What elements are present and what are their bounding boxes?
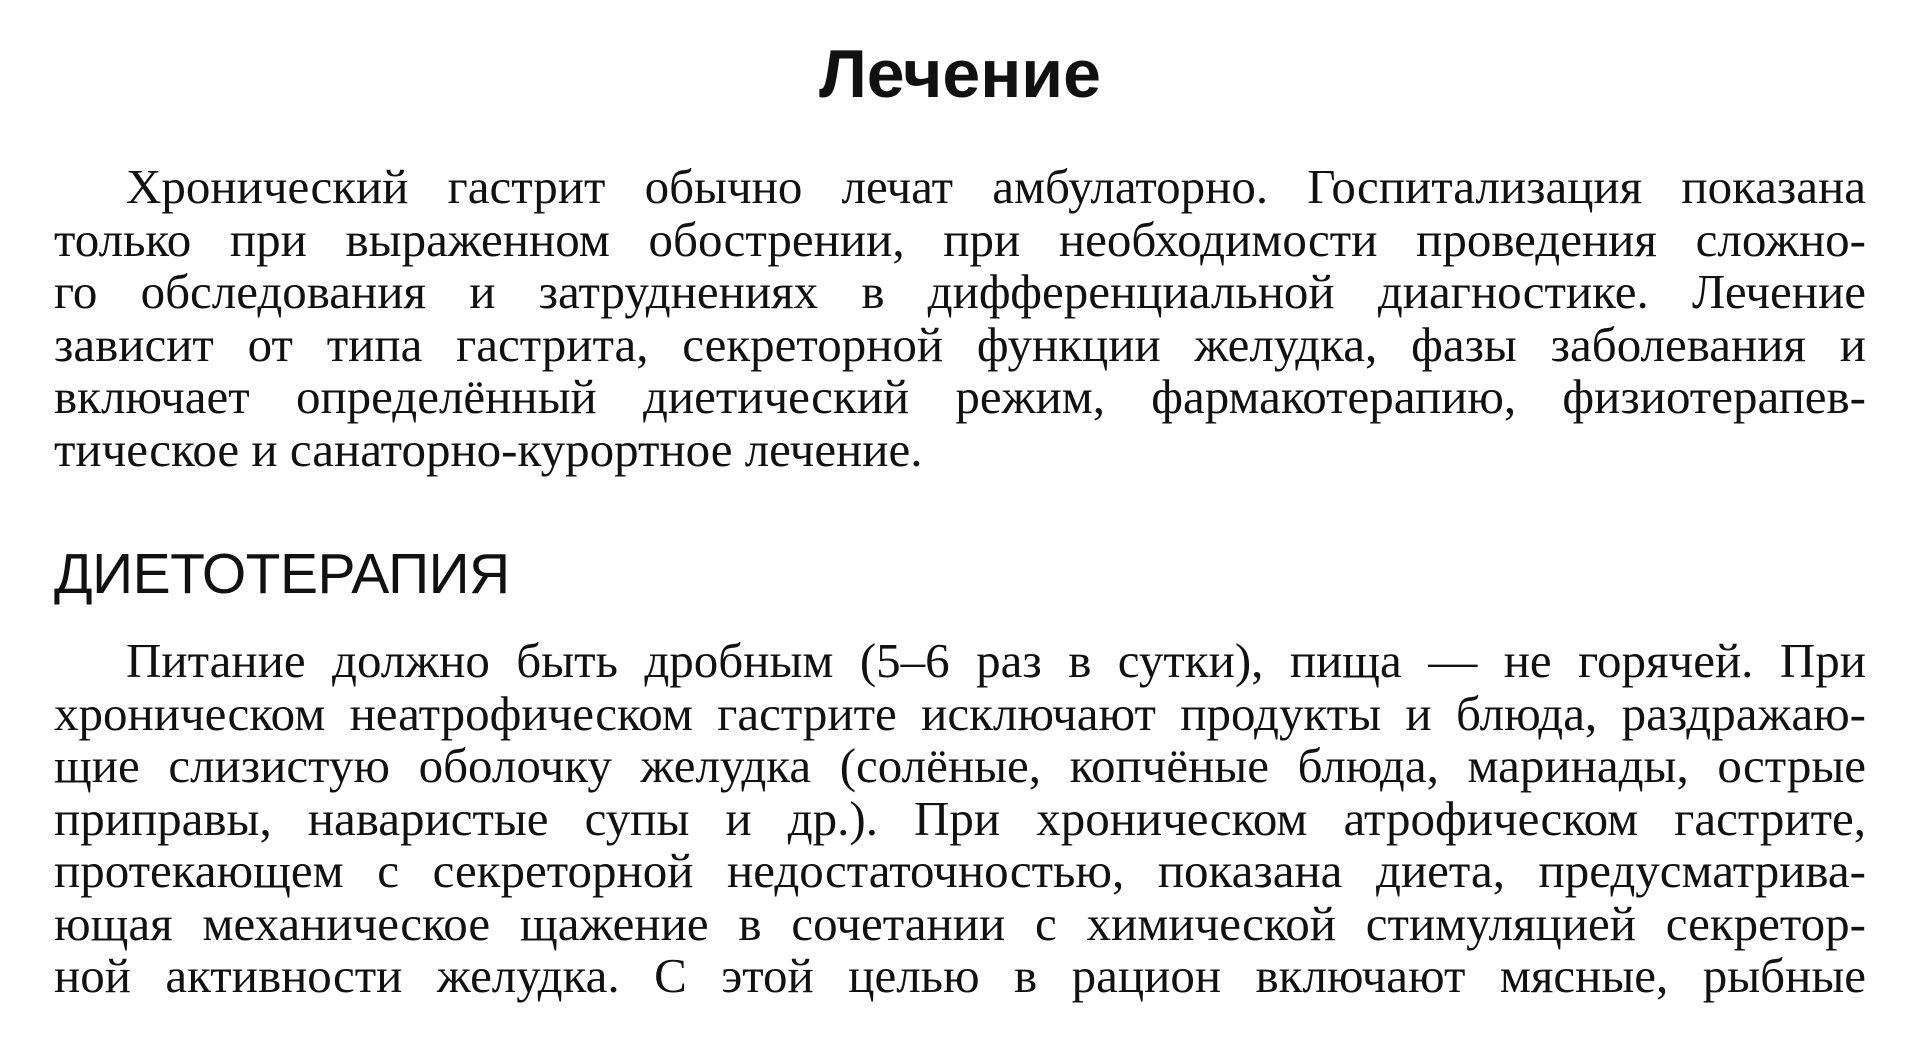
paragraph-line: ной активности желудка. С этой целью в рацион включают мясные, рыбные xyxy=(54,948,1866,1003)
subsection-title: ДИЕТОТЕРАПИЯ xyxy=(54,542,510,606)
paragraph-line: Хронический гастрит обычно лечат амбулаторно. Госпитализация показана xyxy=(126,159,1866,214)
paragraph-line: щие слизистую оболочку желудка (солёные, копчёные блюда, маринады, острые xyxy=(54,738,1866,793)
paragraph-line: го обследования и затруднениях в дифференциальной диагностике. Лечение xyxy=(54,264,1866,319)
paragraph-line: тическое и санаторно-курортное лечение. xyxy=(54,421,923,477)
section-title: Лечение xyxy=(819,36,1101,112)
paragraph-line: включает определённый диетический режим, фармакотерапию, физиотерапев- xyxy=(54,369,1866,424)
intro-paragraph xyxy=(54,161,1866,476)
paragraph-line: Питание должно быть дробным (5–6 раз в сутки), пища — не горячей. При xyxy=(126,633,1866,688)
paragraph-line: зависит от типа гастрита, секреторной функции желудка, фазы заболевания и xyxy=(54,316,1866,372)
paragraph-line: хроническом неатрофическом гастрите исключают продукты и блюда, раздражаю- xyxy=(54,685,1866,741)
paragraph-line: только при выраженном обострении, при необходимости проведения сложно- xyxy=(54,211,1866,267)
paragraph-line: ющая механическое щажение в сочетании с химической стимуляцией секретор- xyxy=(54,895,1866,951)
diet-paragraph xyxy=(54,635,1866,1003)
paragraph-line: приправы, наваристые супы и др.). При хроническом атрофическом гастрите, xyxy=(54,790,1866,846)
paragraph-line: протекающем с секреторной недостаточностью, показана диета, предусматрива- xyxy=(54,843,1866,898)
